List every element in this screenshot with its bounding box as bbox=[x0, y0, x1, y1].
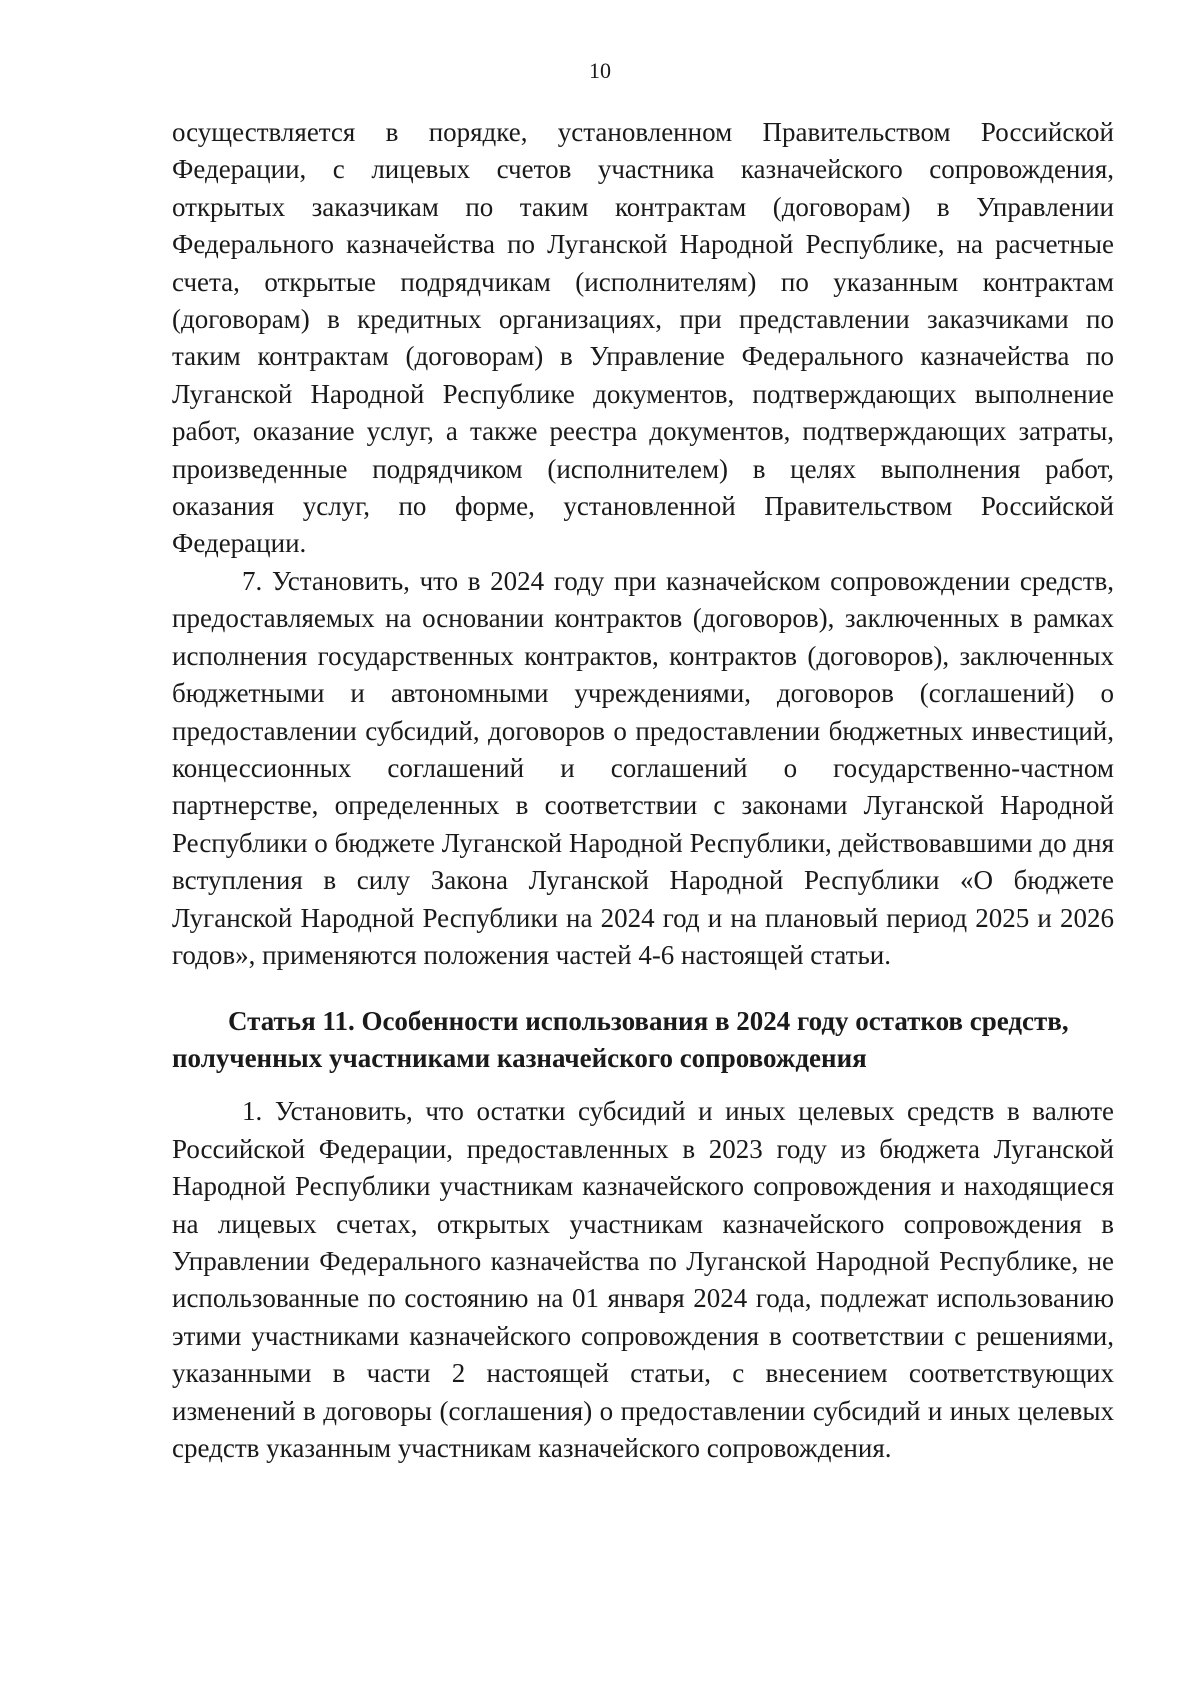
document-body bbox=[172, 114, 1114, 1467]
paragraph-item-7: 7. Установить, что в 2024 году при казначейском сопровождении средств, предоставляемых на основании контрактов (договоров), заключенных в рамках исполнения государственных контрактов, контрактов (договоров), заключенных бюджетными и автономными учреждениями, договоров (соглашений) о предоставлении субсидий, договоров о предоставлении бюджетных инвестиций, концессионных соглашений и соглашений о государственно-частном партнерстве, определенных в соответствии с законами Луганской Народной Республики о бюджете Луганской Народной Республики, действовавшими до дня вступления в силу Закона Луганской Народной Республики «О бюджете Луганской Народной Республики на 2024 год и на плановый период 2025 и 2026 годов», применяются положения частей 4-6 настоящей статьи. bbox=[172, 565, 1114, 970]
article-11-heading: Статья 11. Особенности использования в 2024 году остатков средств, полученных участниками казначейского сопровождения bbox=[172, 1006, 1069, 1074]
page-number: 10 bbox=[589, 58, 611, 83]
paragraph-article-11-item-1: 1. Установить, что остатки субсидий и иных целевых средств в валюте Российской Федерации, предоставленных в 2023 году из бюджета Луганской Народной Республики участникам казначейского сопровождения и находящиеся на лицевых счетах, открытых участникам казначейского сопровождения в Управлении Федерального казначейства по Луганской Народной Республике, не использованные по состоянию на 01 января 2024 года, подлежат использованию этими участниками казначейского сопровождения в соответствии с решениями, указанными в части 2 настоящей статьи, с внесением соответствующих изменений в договоры (соглашения) о предоставлении субсидий и иных целевых средств указанным участникам казначейского сопровождения. bbox=[172, 1096, 1114, 1463]
paragraph-continuation: осуществляется в порядке, установленном Правительством Российской Федерации, с лицевых счетов участника казначейского сопровождения, открытых заказчикам по таким контрактам (договорам) в Управлении Федерального казначейства по Луганской Народной Республике, на расчетные счета, открытые подрядчикам (исполнителям) по указанным контрактам (договорам) в кредитных организациях, при представлении заказчиками по таким контрактам (договорам) в Управление Федерального казначейства по Луганской Народной Республике документов, подтверждающих выполнение работ, оказание услуг, а также реестра документов, подтверждающих затраты, произведенные подрядчиком (исполнителем) в целях выполнения работ, оказания услуг, по форме, установленной Правительством Российской Федерации. bbox=[172, 117, 1114, 559]
